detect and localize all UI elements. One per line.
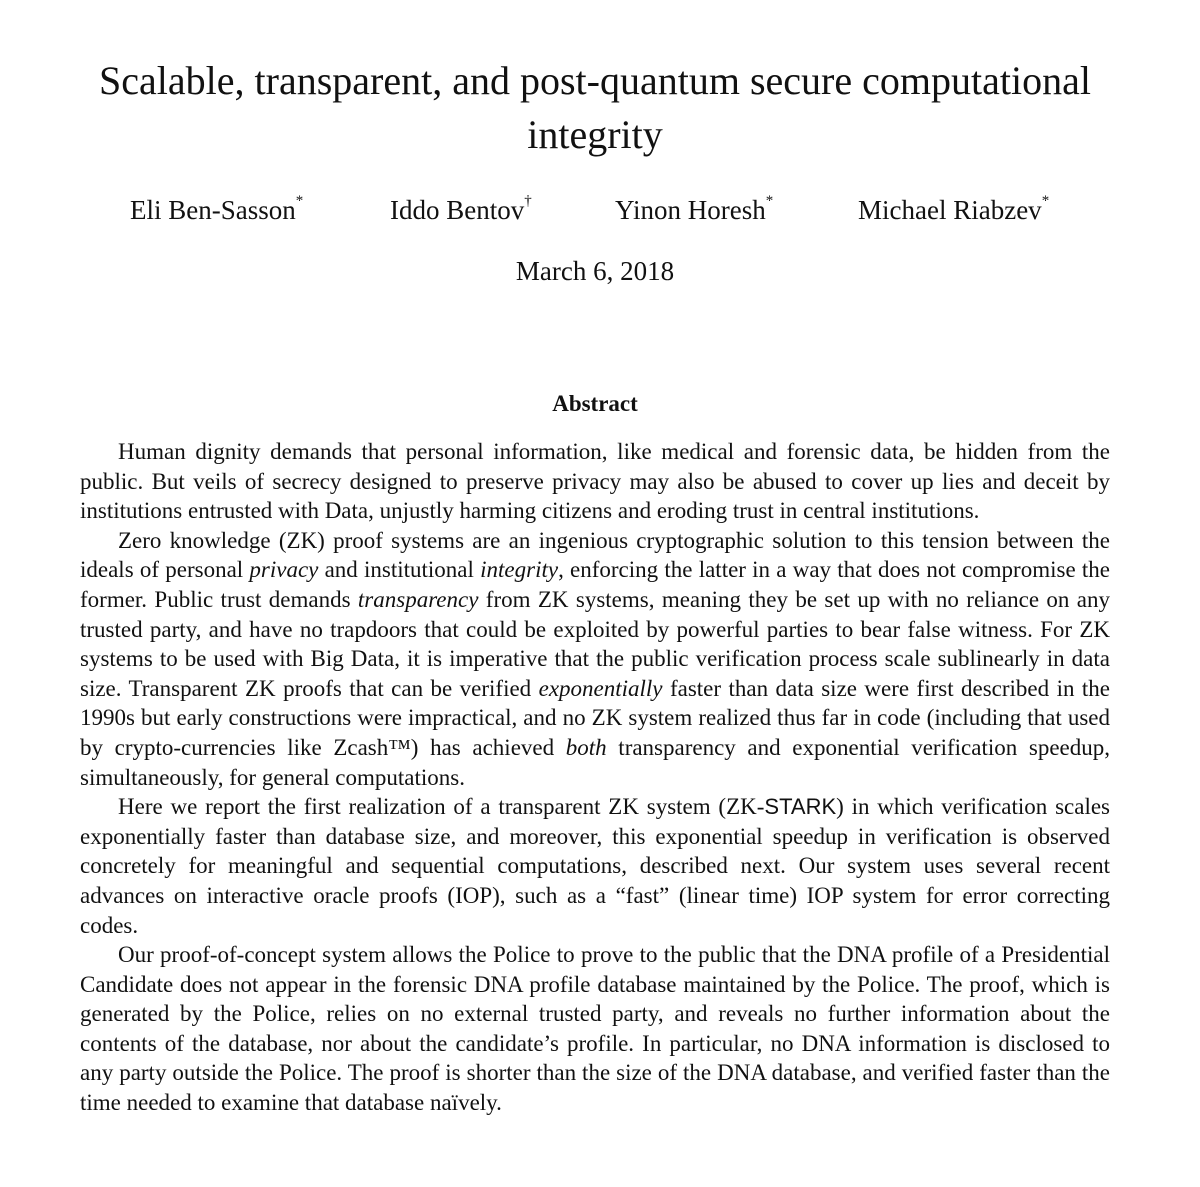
author-affiliation-mark: † [524, 193, 532, 209]
emphasis-transparency: transparency [357, 586, 479, 612]
text-run: Here we report the first realization of a transparent ZK system (ZK- [118, 794, 765, 820]
text-run: ) in which verification scales exponentially faster than database size, and moreover, this exponential speedup in verification is observed concretely for meaningful and sequential computations, described next. Our system uses several recent advances on interactive oracle proofs (IOP), such as a “fast” (linear time) IOP system for error correcting codes. [80, 794, 1110, 938]
author-name: Eli Ben-Sasson [130, 195, 296, 225]
abstract-paragraph-2 [80, 526, 1110, 792]
abstract-paragraph-1: Human dignity demands that personal information, like medical and forensic data, be hidden from the public. But veils of secrecy designed to preserve privacy may also be abused to cover up lies and deceit by institutions entrusted with Data, unjustly harming citizens and eroding trust in central institutions. [80, 439, 1110, 524]
text-run: and institutional [318, 557, 481, 583]
author-name: Iddo Bentov [390, 195, 525, 225]
text-run: from ZK systems, meaning they be set up with no reliance on any trusted party, and have no trapdoors that could be exploited by powerful parties to bear false witness. For ZK systems to be used with Big Data, it is imperative that the public verification process scale sublinearly in data size. Transparent ZK proofs that can be verified [80, 586, 1110, 701]
author-affiliation-mark: * [765, 193, 774, 209]
text-run: faster than data size were first described in the 1990s but early constructions were impractical, and no ZK system realized thus far in code (including that used by crypto-currencies like Zcash™) has achieved [80, 675, 1110, 760]
abstract-paragraph-4: Our proof-of-concept system allows the Police to prove to the public that the DNA profile of a Presidential Candidate does not appear in the forensic DNA profile database maintained by the Police. The proof, which is generated by the Police, relies on no external trusted party, and reveals no further information about the contents of the database, nor about the candidate’s profile. In particular, no DNA information is disclosed to any party outside the Police. The proof is shorter than the size of the DNA database, and verified faster than the time needed to examine that database naïvely. [80, 942, 1110, 1116]
author-list [0, 195, 1200, 235]
emphasis-both: both [565, 734, 607, 760]
author-affiliation-mark: * [295, 193, 304, 209]
author-4 [858, 195, 1049, 226]
emphasis-exponentially: exponentially [538, 675, 663, 701]
text-run: , enforcing the latter in a way that does not compromise the former. Public trust demands [80, 557, 1110, 612]
emphasis-integrity: integrity [480, 557, 559, 583]
abstract-paragraph-3 [80, 792, 1110, 940]
author-1 [130, 195, 303, 226]
abstract-body [80, 437, 1110, 1118]
author-2 [390, 195, 532, 226]
text-run: Zero knowledge (ZK) proof systems are an ingenious cryptographic solution to this tension between the ideals of personal [80, 527, 1110, 583]
author-name: Michael Riabzev [858, 195, 1042, 225]
author-affiliation-mark: * [1041, 193, 1050, 209]
stark-term: STARK [764, 794, 837, 820]
author-3 [615, 195, 773, 226]
author-name: Yinon Horesh [615, 195, 766, 225]
emphasis-privacy: privacy [249, 557, 319, 583]
text-run: transparency and exponential verification speedup, simultaneously, for general computations. [80, 734, 1110, 790]
publication-date: March 6, 2018 [515, 256, 675, 286]
abstract-heading: Abstract [552, 391, 638, 416]
paper-title: Scalable, transparent, and post-quantum secure computational integrity [99, 58, 1091, 157]
